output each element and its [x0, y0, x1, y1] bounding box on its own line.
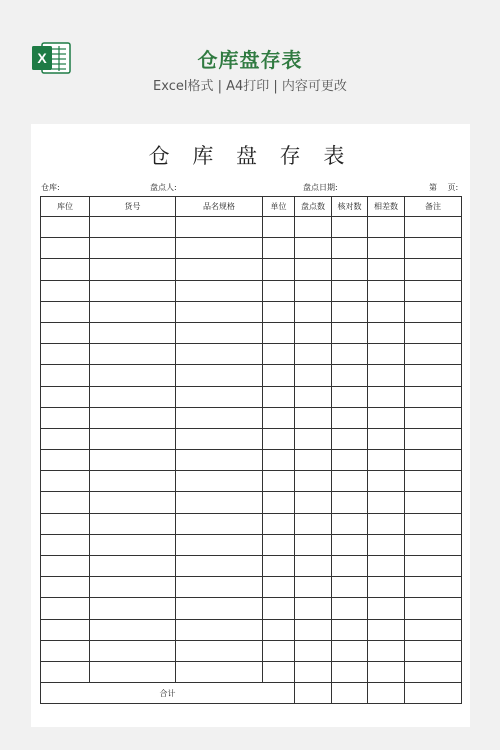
table-cell	[332, 280, 368, 301]
column-header-name-spec: 品名规格	[176, 197, 263, 217]
table-cell	[90, 619, 176, 640]
table-cell	[90, 513, 176, 534]
table-row	[41, 598, 462, 619]
table-cell	[41, 365, 90, 386]
column-header-counted-qty: 盘点数	[295, 197, 332, 217]
table-cell	[332, 407, 368, 428]
table-cell	[332, 619, 368, 640]
table-cell	[368, 344, 405, 365]
table-row	[41, 365, 462, 386]
table-cell	[295, 280, 332, 301]
table-cell	[263, 386, 295, 407]
table-row	[41, 301, 462, 322]
table-row	[41, 280, 462, 301]
table-cell	[263, 450, 295, 471]
table-cell	[368, 598, 405, 619]
table-cell	[90, 661, 176, 682]
table-row	[41, 556, 462, 577]
table-cell	[176, 428, 263, 449]
table-cell	[90, 577, 176, 598]
table-cell	[405, 344, 462, 365]
table-cell	[90, 428, 176, 449]
table-cell	[263, 365, 295, 386]
table-cell	[41, 640, 90, 661]
table-row	[41, 428, 462, 449]
table-cell	[263, 407, 295, 428]
table-row	[41, 513, 462, 534]
table-cell	[295, 513, 332, 534]
table-cell	[295, 301, 332, 322]
table-row	[41, 344, 462, 365]
table-cell	[368, 428, 405, 449]
table-cell	[332, 238, 368, 259]
table-row	[41, 619, 462, 640]
table-cell	[368, 280, 405, 301]
table-cell	[405, 386, 462, 407]
table-cell	[405, 534, 462, 555]
count-date-label: 盘点日期:	[303, 183, 338, 192]
document-title: 仓 库 盘 存 表	[148, 144, 353, 168]
table-cell	[332, 386, 368, 407]
table-cell	[368, 259, 405, 280]
table-row	[41, 322, 462, 343]
table-cell	[176, 365, 263, 386]
table-cell	[41, 301, 90, 322]
table-cell	[295, 217, 332, 238]
table-cell	[405, 513, 462, 534]
table-cell	[368, 217, 405, 238]
table-cell	[41, 280, 90, 301]
table-cell	[90, 598, 176, 619]
table-cell	[176, 577, 263, 598]
table-cell	[263, 577, 295, 598]
table-cell	[41, 259, 90, 280]
table-cell	[405, 619, 462, 640]
table-cell	[295, 577, 332, 598]
table-cell	[368, 450, 405, 471]
table-cell	[41, 661, 90, 682]
spreadsheet-preview	[31, 124, 470, 727]
table-cell	[176, 598, 263, 619]
table-row	[41, 259, 462, 280]
table-cell	[90, 301, 176, 322]
table-cell	[176, 238, 263, 259]
table-cell	[332, 556, 368, 577]
table-cell	[176, 556, 263, 577]
table-cell	[176, 471, 263, 492]
total-counted-cell	[295, 683, 332, 704]
page-header	[0, 0, 500, 120]
table-cell	[263, 556, 295, 577]
table-cell	[405, 365, 462, 386]
table-cell	[295, 407, 332, 428]
table-cell	[176, 280, 263, 301]
table-cell	[332, 598, 368, 619]
table-cell	[405, 661, 462, 682]
table-cell	[405, 407, 462, 428]
table-cell	[295, 534, 332, 555]
table-cell	[332, 259, 368, 280]
table-cell	[405, 577, 462, 598]
table-cell	[295, 386, 332, 407]
table-cell	[405, 598, 462, 619]
table-cell	[176, 513, 263, 534]
table-cell	[332, 217, 368, 238]
table-cell	[295, 471, 332, 492]
table-cell	[41, 407, 90, 428]
table-row	[41, 407, 462, 428]
table-cell	[295, 344, 332, 365]
page-subtitle: Excel格式 | A4打印 | 内容可更改	[153, 79, 347, 94]
table-cell	[332, 344, 368, 365]
table-cell	[295, 661, 332, 682]
table-cell	[176, 534, 263, 555]
table-cell	[263, 598, 295, 619]
table-cell	[41, 322, 90, 343]
table-cell	[405, 217, 462, 238]
table-cell	[295, 238, 332, 259]
table-cell	[368, 386, 405, 407]
table-row	[41, 492, 462, 513]
page-number-label: 第 页:	[429, 183, 459, 192]
column-header-difference: 相差数	[368, 197, 405, 217]
table-cell	[176, 259, 263, 280]
table-row	[41, 238, 462, 259]
table-cell	[405, 492, 462, 513]
column-header-item-number: 货号	[90, 197, 176, 217]
table-cell	[332, 577, 368, 598]
table-cell	[295, 598, 332, 619]
table-cell	[41, 598, 90, 619]
table-cell	[41, 428, 90, 449]
table-row	[41, 534, 462, 555]
total-row	[41, 683, 462, 704]
table-cell	[332, 428, 368, 449]
table-cell	[332, 640, 368, 661]
table-cell	[263, 259, 295, 280]
page-title: 仓库盘存表	[197, 48, 303, 72]
table-cell	[368, 322, 405, 343]
table-cell	[176, 640, 263, 661]
table-cell	[368, 301, 405, 322]
table-cell	[176, 344, 263, 365]
counter-label: 盘点人:	[150, 183, 177, 192]
table-cell	[41, 534, 90, 555]
table-cell	[90, 386, 176, 407]
total-label: 合计	[41, 683, 295, 704]
table-cell	[368, 513, 405, 534]
table-cell	[41, 217, 90, 238]
table-cell	[368, 492, 405, 513]
table-cell	[90, 238, 176, 259]
table-cell	[176, 450, 263, 471]
table-cell	[176, 492, 263, 513]
warehouse-label: 仓库:	[41, 183, 60, 192]
table-cell	[90, 471, 176, 492]
table-cell	[368, 471, 405, 492]
table-cell	[41, 450, 90, 471]
table-cell	[263, 217, 295, 238]
table-cell	[90, 259, 176, 280]
table-cell	[295, 556, 332, 577]
table-cell	[405, 471, 462, 492]
table-cell	[368, 365, 405, 386]
table-cell	[176, 217, 263, 238]
table-cell	[368, 556, 405, 577]
table-cell	[90, 450, 176, 471]
table-cell	[295, 640, 332, 661]
table-cell	[405, 428, 462, 449]
table-cell	[176, 619, 263, 640]
table-cell	[368, 640, 405, 661]
table-cell	[295, 492, 332, 513]
table-cell	[90, 534, 176, 555]
table-cell	[263, 428, 295, 449]
table-cell	[263, 640, 295, 661]
table-cell	[90, 217, 176, 238]
table-cell	[295, 428, 332, 449]
table-cell	[41, 619, 90, 640]
table-cell	[176, 407, 263, 428]
table-cell	[90, 556, 176, 577]
table-cell	[263, 238, 295, 259]
table-cell	[405, 301, 462, 322]
table-cell	[176, 301, 263, 322]
table-cell	[295, 322, 332, 343]
table-cell	[90, 280, 176, 301]
excel-logo-letter: X	[37, 50, 47, 66]
table-header-row	[41, 197, 462, 217]
table-cell	[263, 344, 295, 365]
table-cell	[90, 322, 176, 343]
table-row	[41, 471, 462, 492]
table-cell	[90, 407, 176, 428]
table-row	[41, 661, 462, 682]
table-cell	[263, 619, 295, 640]
table-cell	[405, 556, 462, 577]
total-remarks-cell	[405, 683, 462, 704]
table-cell	[41, 556, 90, 577]
table-cell	[368, 577, 405, 598]
table-cell	[332, 365, 368, 386]
table-cell	[295, 259, 332, 280]
table-cell	[368, 534, 405, 555]
table-cell	[263, 301, 295, 322]
total-difference-cell	[368, 683, 405, 704]
table-cell	[41, 238, 90, 259]
table-row	[41, 386, 462, 407]
table-cell	[263, 661, 295, 682]
table-cell	[41, 471, 90, 492]
table-cell	[405, 280, 462, 301]
table-cell	[41, 344, 90, 365]
table-row	[41, 577, 462, 598]
table-cell	[332, 450, 368, 471]
table-cell	[332, 513, 368, 534]
table-cell	[263, 513, 295, 534]
table-cell	[263, 534, 295, 555]
table-cell	[332, 534, 368, 555]
table-cell	[295, 365, 332, 386]
table-cell	[263, 280, 295, 301]
table-cell	[405, 259, 462, 280]
table-cell	[295, 619, 332, 640]
table-cell	[405, 450, 462, 471]
table-cell	[405, 640, 462, 661]
table-cell	[332, 322, 368, 343]
table-cell	[263, 492, 295, 513]
table-row	[41, 640, 462, 661]
table-cell	[90, 344, 176, 365]
table-cell	[41, 492, 90, 513]
table-cell	[332, 661, 368, 682]
table-cell	[332, 471, 368, 492]
table-cell	[41, 513, 90, 534]
table-cell	[405, 322, 462, 343]
table-cell	[90, 492, 176, 513]
table-cell	[295, 450, 332, 471]
table-body	[41, 217, 462, 683]
table-cell	[41, 577, 90, 598]
table-cell	[405, 238, 462, 259]
table-cell	[332, 492, 368, 513]
table-cell	[263, 322, 295, 343]
table-cell	[90, 640, 176, 661]
table-cell	[368, 238, 405, 259]
table-row	[41, 450, 462, 471]
total-verified-cell	[332, 683, 368, 704]
table-cell	[368, 407, 405, 428]
table-cell	[176, 661, 263, 682]
table-cell	[263, 471, 295, 492]
column-header-location: 库位	[41, 197, 90, 217]
table-cell	[332, 301, 368, 322]
table-cell	[368, 619, 405, 640]
column-header-remarks: 备注	[405, 197, 462, 217]
table-row	[41, 217, 462, 238]
table-cell	[176, 322, 263, 343]
table-cell	[368, 661, 405, 682]
column-header-verified-qty: 核对数	[332, 197, 368, 217]
column-header-unit: 单位	[263, 197, 295, 217]
table-cell	[90, 365, 176, 386]
inventory-table	[40, 196, 462, 704]
table-cell	[176, 386, 263, 407]
table-cell	[41, 386, 90, 407]
